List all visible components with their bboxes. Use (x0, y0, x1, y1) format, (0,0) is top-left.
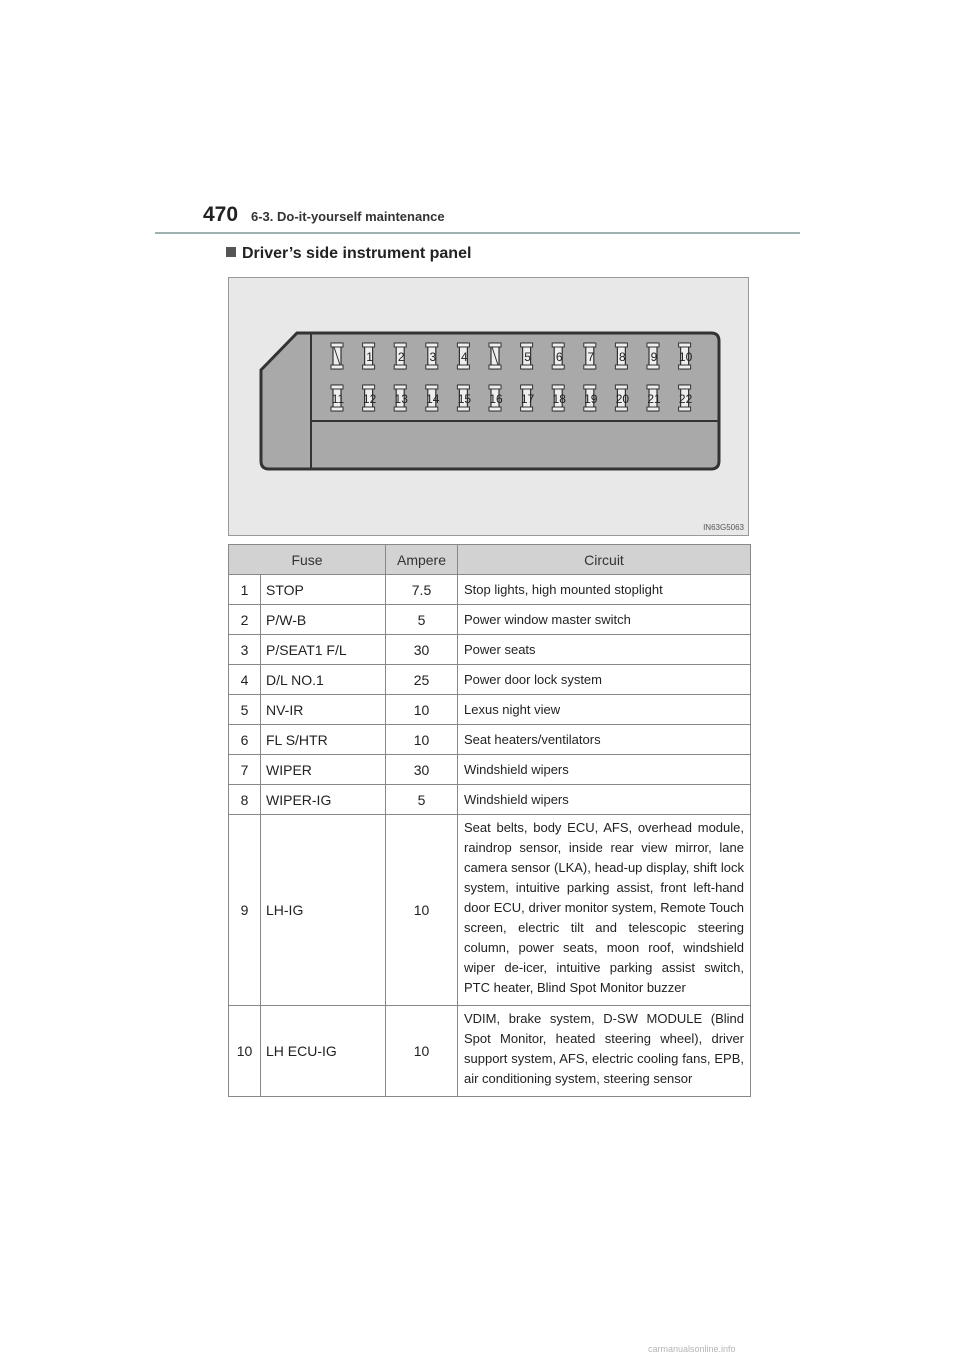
table-row (229, 665, 751, 695)
fuse-slot-20 (615, 385, 629, 411)
fuse-slot-15 (457, 385, 471, 411)
header-rule (155, 232, 800, 234)
svg-text:22: 22 (678, 392, 693, 406)
fuse-ampere: 5 (386, 605, 458, 635)
fuse-number: 6 (229, 725, 261, 755)
svg-text:9: 9 (650, 350, 658, 364)
fuse-ampere: 10 (386, 815, 458, 1006)
fuse-ampere: 30 (386, 755, 458, 785)
fuse-slot-17 (521, 385, 535, 411)
section-bullet-icon (226, 247, 236, 257)
svg-text:8: 8 (619, 350, 626, 364)
svg-text:14: 14 (426, 392, 440, 406)
fuse-circuit: Seat heaters/ventilators (458, 725, 751, 755)
fuse-number: 7 (229, 755, 261, 785)
svg-text:12: 12 (362, 392, 377, 406)
fuse-slot-1 (363, 343, 375, 369)
fuse-name: D/L NO.1 (261, 665, 386, 695)
fuse-slot-2 (394, 343, 406, 369)
table-row (229, 575, 751, 605)
fuse-number: 3 (229, 635, 261, 665)
fuse-circuit: VDIM, brake system, D-SW MODULE (Blind Spot Monitor, heated steering wheel), driver support system, AFS, electric cooling fans, EPB, air conditioning system, steering sensor (458, 1006, 751, 1097)
table-row (229, 755, 751, 785)
fuse-number: 2 (229, 605, 261, 635)
fuse-ampere: 10 (386, 725, 458, 755)
table-row (229, 605, 751, 635)
fuse-circuit: Seat belts, body ECU, AFS, overhead module, raindrop sensor, inside rear view mirror, lane camera sensor (LKA), head-up display, shift lock system, intuitive parking assist, front left-hand door ECU, driver monitor system, Remote Touch screen, electric tilt and telescopic steering column, power seats, moon roof, windshield wiper de-icer, intuitive parking assist switch, PTC heater, Blind Spot Monitor buzzer (458, 815, 751, 1006)
header-ampere: Ampere (386, 545, 458, 575)
fuse-slot-14 (426, 385, 440, 411)
table-row (229, 815, 751, 1006)
svg-text:16: 16 (489, 392, 503, 406)
table-row (229, 785, 751, 815)
svg-text:20: 20 (615, 392, 630, 406)
fuse-slot-3 (426, 343, 438, 369)
watermark: carmanualsonline.info (648, 1344, 736, 1354)
table-row (229, 695, 751, 725)
svg-text:3: 3 (429, 350, 437, 364)
fuse-number: 10 (229, 1006, 261, 1097)
fuse-circuit: Power seats (458, 635, 751, 665)
fuse-circuit: Windshield wipers (458, 785, 751, 815)
svg-text:17: 17 (520, 392, 535, 406)
fuse-slot-7 (584, 343, 596, 369)
svg-text:21: 21 (647, 392, 661, 406)
fuse-slot-11 (331, 385, 345, 411)
fuse-slot-18 (552, 385, 566, 411)
fuse-name: FL S/HTR (261, 725, 386, 755)
fuse-slot-5 (521, 343, 533, 369)
svg-text:10: 10 (678, 350, 693, 364)
fuse-ampere: 10 (386, 695, 458, 725)
fuse-name: WIPER (261, 755, 386, 785)
svg-text:11: 11 (331, 392, 345, 406)
fuse-name: NV-IR (261, 695, 386, 725)
header-circuit: Circuit (458, 545, 751, 575)
fuse-name: LH-IG (261, 815, 386, 1006)
fuse-slot-empty (489, 343, 501, 369)
svg-text:4: 4 (461, 350, 468, 364)
fuse-name: STOP (261, 575, 386, 605)
fuse-slot-8 (615, 343, 627, 369)
fuse-slot-12 (363, 385, 377, 411)
fuse-slot-empty (331, 343, 343, 369)
fuse-slot-22 (679, 385, 693, 411)
svg-text:7: 7 (587, 350, 595, 364)
fuse-number: 9 (229, 815, 261, 1006)
svg-text:15: 15 (457, 392, 472, 406)
chapter-title: 6-3. Do-it-yourself maintenance (251, 209, 445, 224)
fuse-slot-19 (584, 385, 598, 411)
fuse-table (228, 544, 751, 1097)
fuse-number: 8 (229, 785, 261, 815)
svg-text:1: 1 (366, 350, 373, 364)
fuse-slot-21 (647, 385, 661, 411)
fuse-slot-4 (457, 343, 469, 369)
svg-text:5: 5 (524, 350, 531, 364)
fuse-ampere: 30 (386, 635, 458, 665)
fuse-slot-9 (647, 343, 659, 369)
svg-text:2: 2 (397, 350, 405, 364)
svg-text:18: 18 (552, 392, 566, 406)
fuse-circuit: Lexus night view (458, 695, 751, 725)
fuse-circuit: Power door lock system (458, 665, 751, 695)
table-header-row (229, 545, 751, 575)
fuse-box-svg (229, 278, 748, 535)
svg-text:13: 13 (394, 392, 408, 406)
fuse-ampere: 7.5 (386, 575, 458, 605)
fuse-box-diagram (228, 277, 749, 536)
fuse-number: 4 (229, 665, 261, 695)
figure-code: IN63G5063 (703, 523, 744, 532)
svg-text:6: 6 (555, 350, 563, 364)
table-row (229, 1006, 751, 1097)
table-row (229, 725, 751, 755)
fuse-slot-13 (394, 385, 408, 411)
table-row (229, 635, 751, 665)
section-title (226, 245, 471, 263)
fuse-slot-16 (489, 385, 503, 411)
fuse-name: P/SEAT1 F/L (261, 635, 386, 665)
fuse-slot-6 (552, 343, 564, 369)
fuse-number: 5 (229, 695, 261, 725)
fuse-circuit: Windshield wipers (458, 755, 751, 785)
header-fuse: Fuse (229, 545, 386, 575)
page-number: 470 (203, 203, 239, 226)
fuse-table-body (229, 575, 751, 1097)
fuse-name: LH ECU-IG (261, 1006, 386, 1097)
fuse-name: P/W-B (261, 605, 386, 635)
section-title-text: Driver’s side instrument panel (242, 245, 472, 262)
fuse-circuit: Power window master switch (458, 605, 751, 635)
fuse-slot-10 (679, 343, 693, 369)
svg-text:19: 19 (584, 392, 598, 406)
fuse-name: WIPER-IG (261, 785, 386, 815)
fuse-ampere: 10 (386, 1006, 458, 1097)
fuse-ampere: 25 (386, 665, 458, 695)
fuse-ampere: 5 (386, 785, 458, 815)
fuse-circuit: Stop lights, high mounted stoplight (458, 575, 751, 605)
fuse-number: 1 (229, 575, 261, 605)
